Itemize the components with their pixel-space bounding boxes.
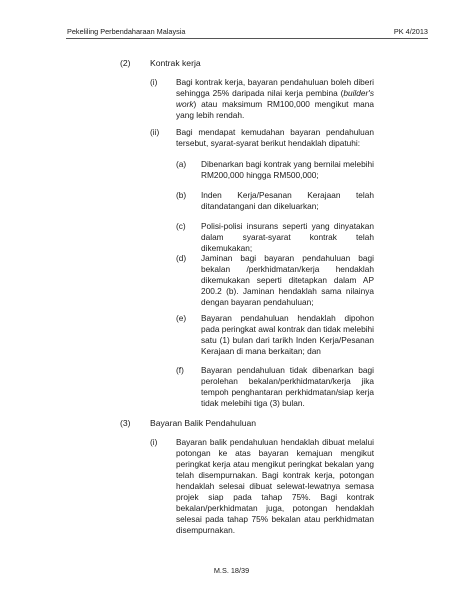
section-title: Bayaran Balik Pendahuluan — [150, 418, 257, 428]
subitem-paragraph: Inden Kerja/Pesanan Kerajaan telah ditandatangani dan dikeluarkan; — [201, 190, 374, 211]
page-number: M.S. 18/39 — [213, 566, 250, 575]
subitem-number: (d) — [176, 253, 187, 263]
item-number: (ii) — [150, 127, 160, 137]
subitem-paragraph: Polisi-polisi insurans seperti yang dinyatakan dalam syarat-syarat kontrak telah dikemukakan; — [201, 221, 374, 253]
subitem-number: (b) — [176, 190, 187, 200]
header-reference: PK 4/2013 — [393, 27, 428, 36]
subitem-number: (c) — [176, 221, 186, 231]
subitem-number: (f) — [176, 365, 184, 375]
section-number: (3) — [120, 418, 131, 428]
item-paragraph: Bagi mendapat kemudahan bayaran pendahuluan tersebut, syarat-syarat berikut hendaklah dipatuhi: — [176, 127, 374, 148]
header-title: Pekeliling Perbendaharaan Malaysia — [67, 27, 186, 36]
section-number: (2) — [120, 58, 131, 68]
item-paragraph: Bagi kontrak kerja, bayaran pendahuluan boleh diberi sehingga 25% daripada nilai kerja pembina (builder's work) atau maksimum RM100,000 mengikut mana yang lebih rendah. — [176, 77, 374, 120]
section-title: Kontrak kerja — [150, 58, 201, 68]
subitem-paragraph: Bayaran pendahuluan tidak dibenarkan bagi perolehan bekalan/perkhidmatan/kerja jika tempoh penghantaran perkhidmatan/siap kerja tidak melebihi tiga (3) bulan. — [201, 365, 374, 408]
subitem-number: (a) — [176, 159, 187, 169]
header-rule — [66, 38, 428, 39]
subitem-paragraph: Bayaran pendahuluan hendaklah dipohon pada peringkat awal kontrak dan tidak melebihi satu (1) bulan dari tarikh Inden Kerja/Pesanan Kerajaan di mana berkaitan; dan — [201, 313, 374, 356]
item-number: (i) — [150, 437, 158, 447]
subitem-paragraph: Jaminan bagi bayaran pendahuluan bagi bekalan /perkhidmatan/kerja hendaklah dikemukakan seperti ditetapkan dalam AP 200.2 (b). Jaminan hendaklah sama nilainya dengan bayaran pendahuluan; — [201, 253, 374, 307]
item-paragraph: Bayaran balik pendahuluan hendaklah dibuat melalui potongan ke atas bayaran kemajuan mengikut peringkat kerja atau mengikut peringkat bekalan yang telah disempurnakan. Bagi kontrak kerja, potongan hendaklah selesai dibuat selewat-lewatnya semasa projek siap pada tahap 75%. Bagi kontrak bekalan/perkhidmatan juga, potongan hendaklah selesai pada tahap 75% bekalan atau perkhidmatan disempurnakan. — [176, 437, 374, 535]
italic-term: builder's work — [176, 88, 374, 109]
subitem-paragraph: Dibenarkan bagi kontrak yang bernilai melebihi RM200,000 hingga RM500,000; — [201, 159, 374, 180]
subitem-number: (e) — [176, 313, 187, 323]
item-number: (i) — [150, 77, 158, 87]
